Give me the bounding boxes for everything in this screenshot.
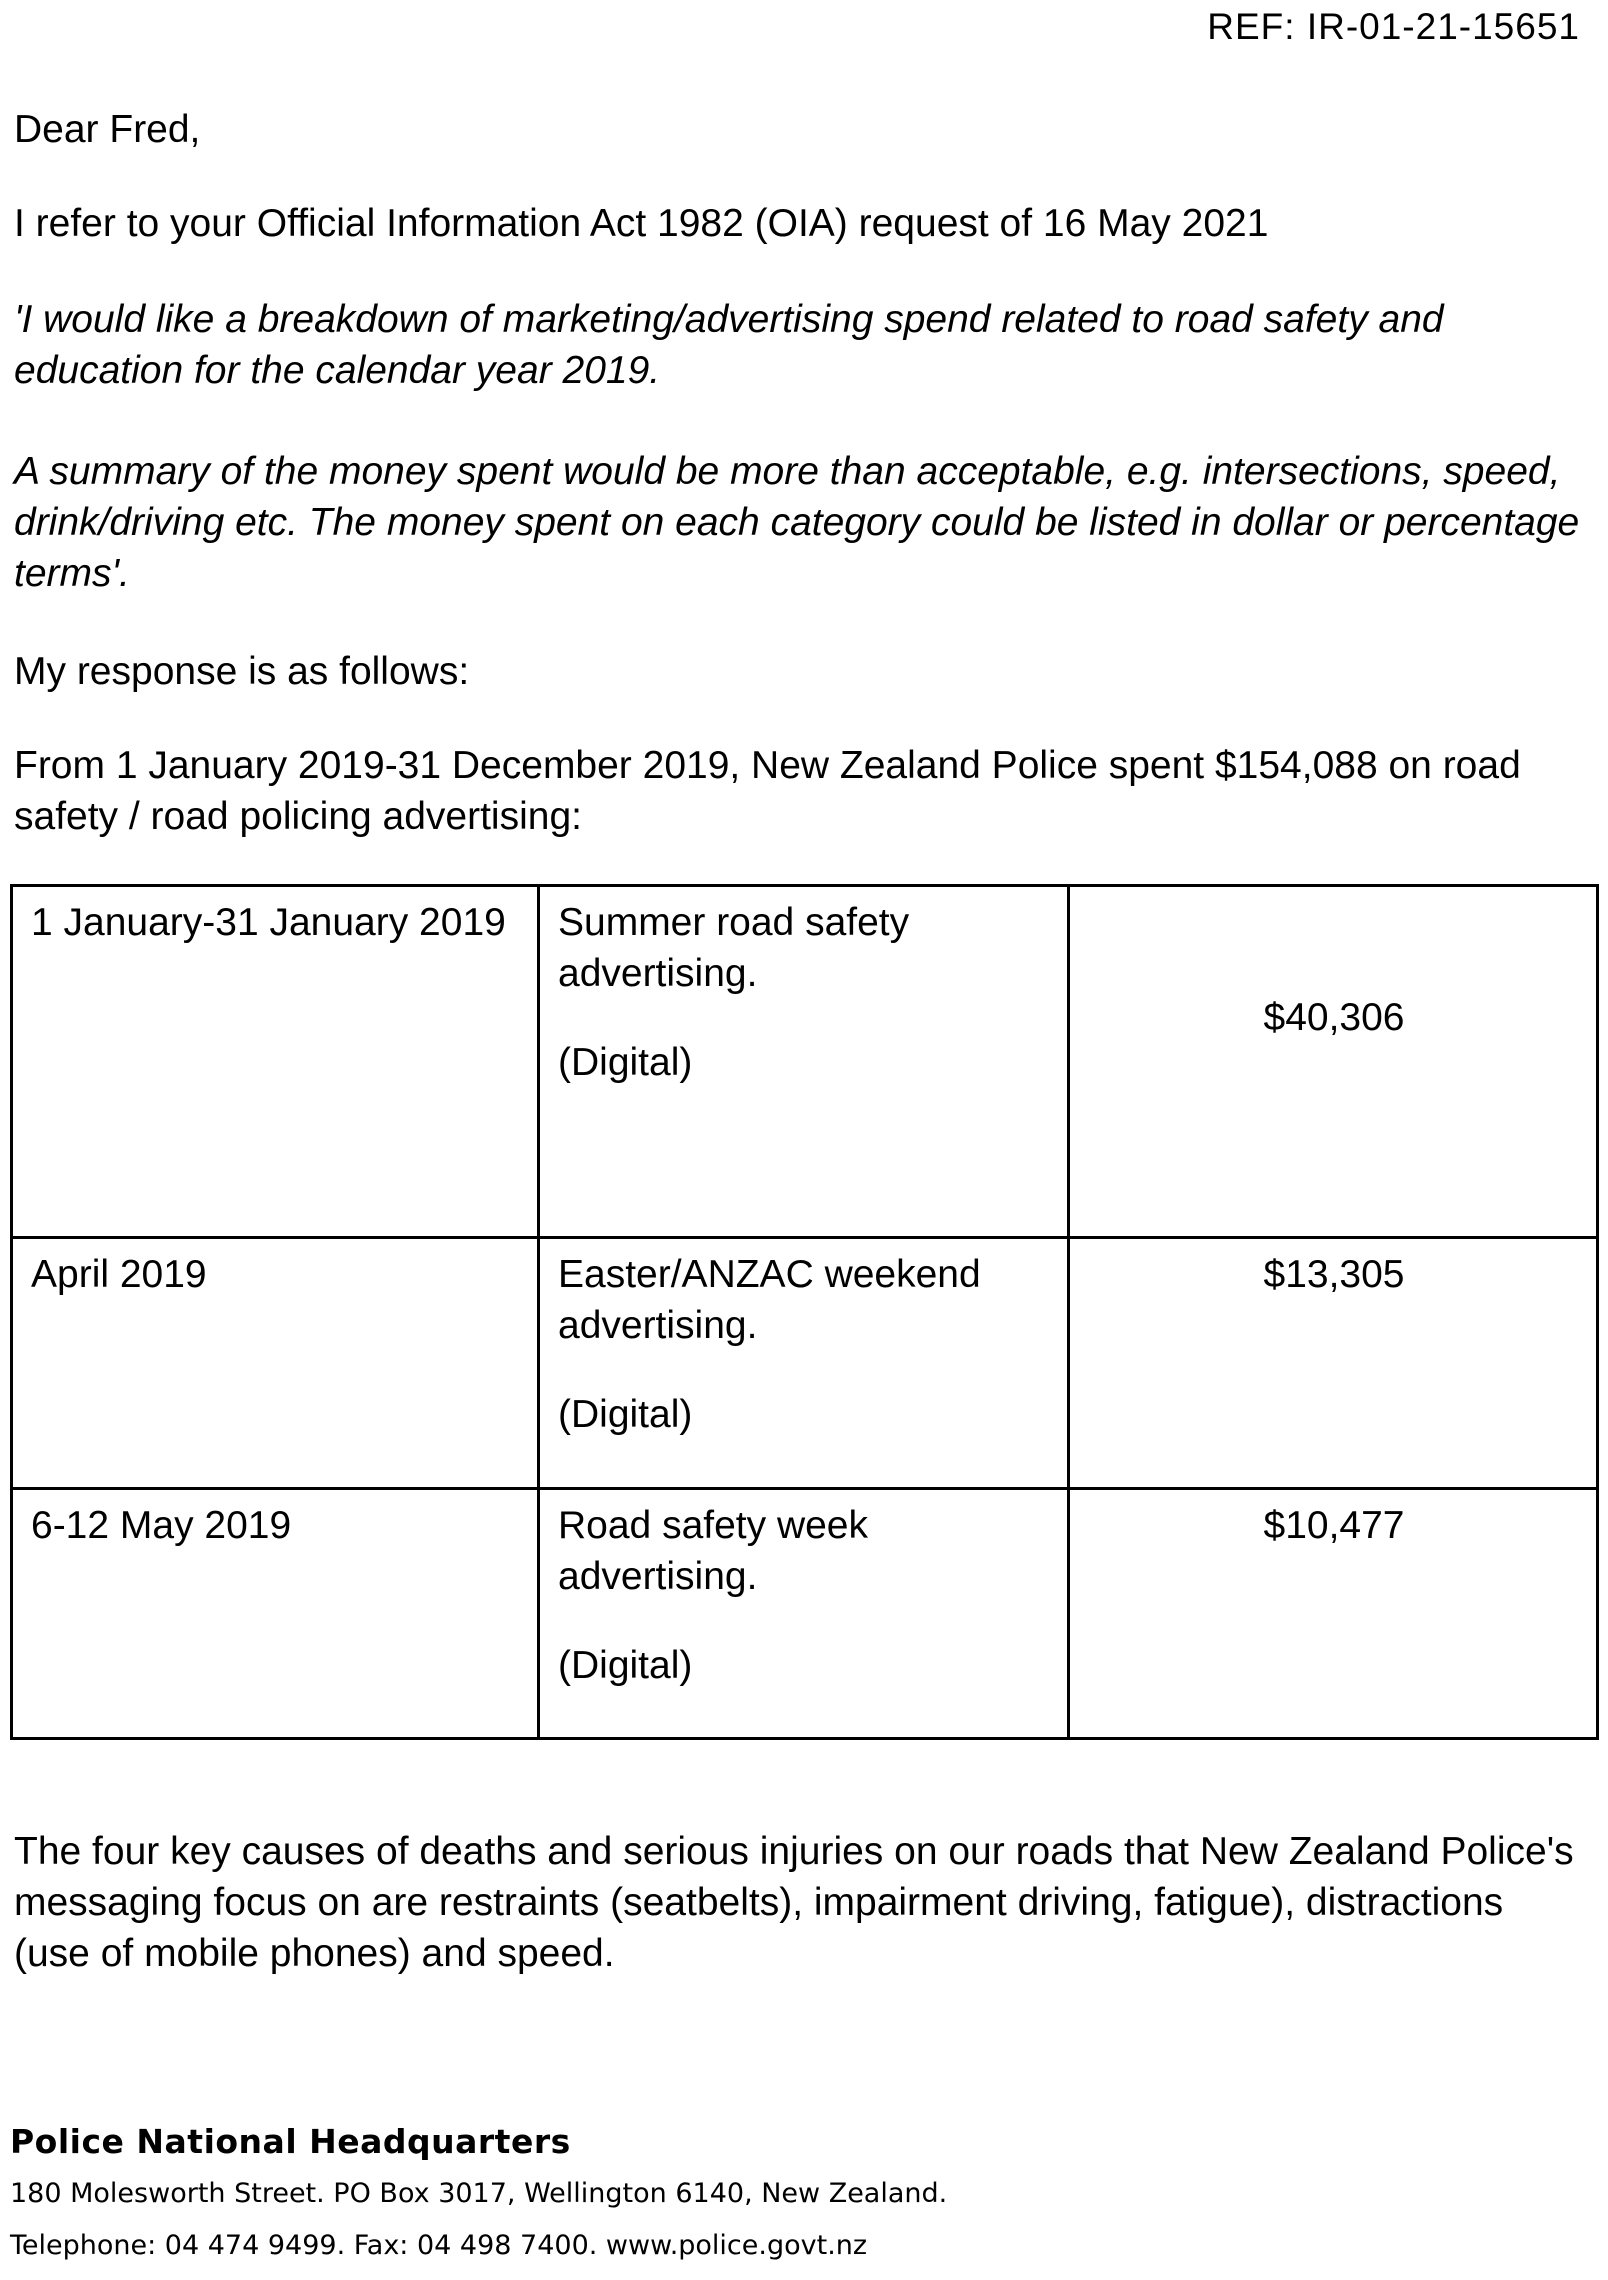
campaign-name: Easter/ANZAC weekend advertising. — [558, 1253, 981, 1347]
reference-number: REF: IR-01-21-15651 — [1207, 6, 1580, 47]
table-row — [12, 1238, 1598, 1489]
quoted-request-paragraph-1: 'I would like a breakdown of marketing/advertising spend related to road safety and education for the calendar year 2019. — [14, 298, 1444, 392]
period-cell: 6-12 May 2019 — [12, 1489, 539, 1739]
footer-contact: Telephone: 04 474 9499. Fax: 04 498 7400. www.police.govt.nz — [10, 2230, 868, 2261]
campaign-cell — [539, 886, 1069, 1238]
footer-address: 180 Molesworth Street. PO Box 3017, Wellington 6140, New Zealand. — [10, 2178, 948, 2209]
intro-paragraph: I refer to your Official Information Act 1982 (OIA) request of 16 May 2021 — [14, 202, 1269, 245]
response-intro: My response is as follows: — [14, 650, 470, 693]
campaign-name: Summer road safety advertising. — [558, 901, 910, 995]
quoted-request-paragraph-2: A summary of the money spent would be more than acceptable, e.g. intersections, speed, drink/driving etc. The money spent on each category could be listed in dollar or percentage terms'. — [14, 450, 1580, 595]
campaign-cell — [539, 1489, 1069, 1739]
key-causes-paragraph: The four key causes of deaths and serious injuries on our roads that New Zealand Police's messaging focus on are restraints (seatbelts), impairment driving, fatigue), distractions (use of mobile phones) and speed. — [14, 1830, 1574, 1975]
campaign-channel: (Digital) — [558, 1644, 693, 1687]
campaign-channel: (Digital) — [558, 1041, 693, 1084]
spending-summary: From 1 January 2019-31 December 2019, New Zealand Police spent $154,088 on road safety / road policing advertising: — [14, 744, 1521, 838]
table-row — [12, 886, 1598, 1238]
salutation: Dear Fred, — [14, 108, 201, 151]
period-cell: April 2019 — [12, 1238, 539, 1489]
footer-organization: Police National Headquarters — [10, 2122, 571, 2161]
campaign-cell — [539, 1238, 1069, 1489]
amount-cell: $13,305 — [1069, 1238, 1598, 1489]
amount-cell — [1069, 886, 1598, 1238]
table-row — [12, 1489, 1598, 1739]
advertising-spend-table — [10, 884, 1599, 1740]
campaign-name: Road safety week advertising. — [558, 1504, 869, 1598]
period-cell: 1 January-31 January 2019 — [12, 886, 539, 1238]
amount-cell: $10,477 — [1069, 1489, 1598, 1739]
amount-value: $40,306 — [1263, 996, 1405, 1039]
campaign-channel: (Digital) — [558, 1393, 693, 1436]
